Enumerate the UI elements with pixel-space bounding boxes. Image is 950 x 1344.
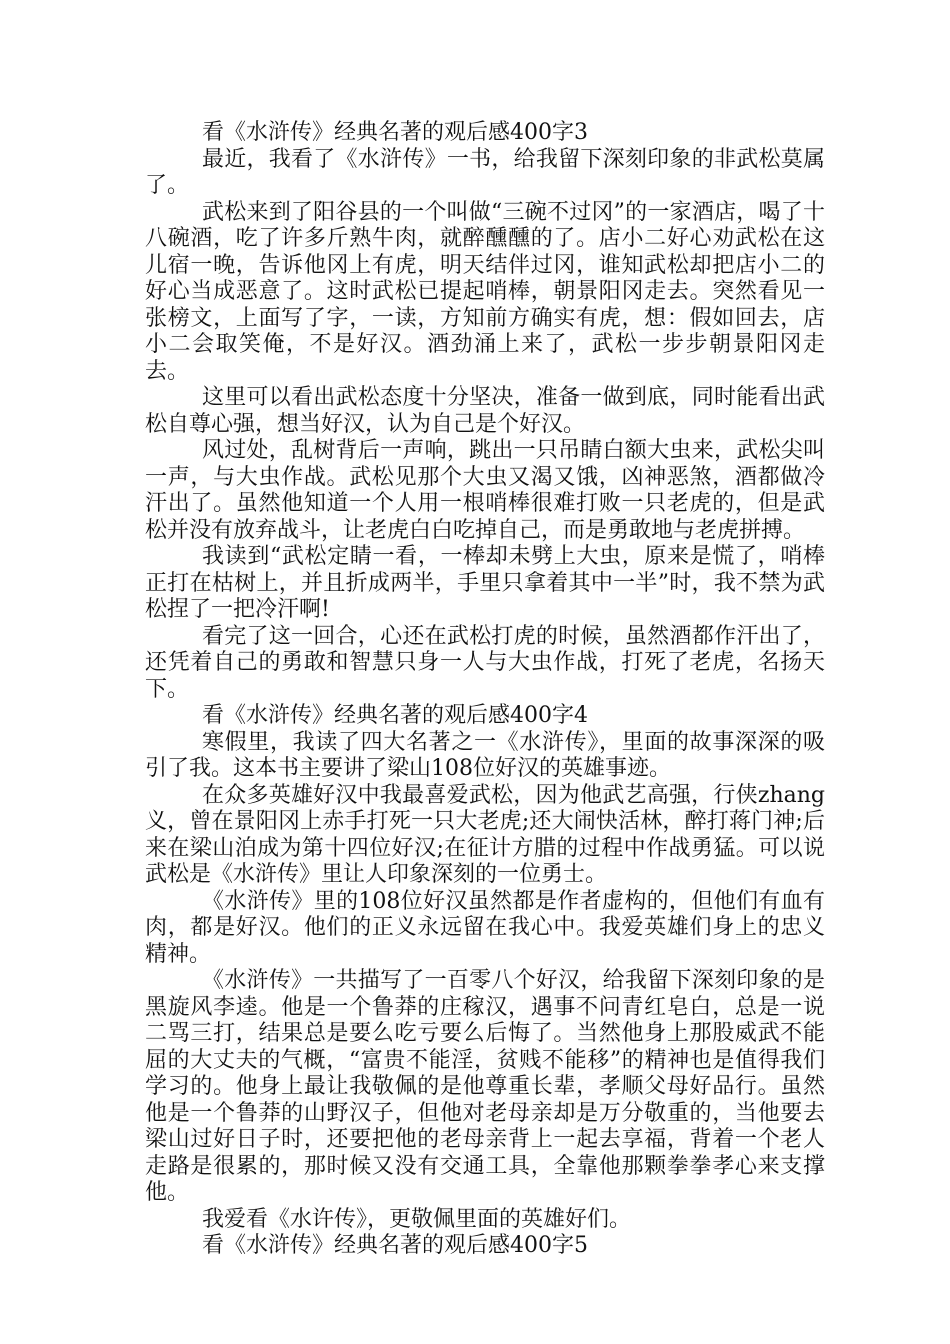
paragraph: 《水浒传》一共描写了一百零八个好汉，给我留下深刻印象的是黑旋风李逵。他是一个鲁莽的庄稼汉，遇事不问青红皂白，总是一说二骂三打，结果总是要么吃亏要么后悔了。当然他身上那股威武不能屈的大丈夫的气概，“富贵不能淫，贫贱不能移”的精神也是值得我们学习的。他身上最让我敬佩的是他尊重长辈，孝顺父母好品行。虽然他是一个鲁莽的山野汉子，但他对老母亲却是万分敬重的，当他要去梁山过好日子时，还要把他的老母亲背上一起去享福，背着一个老人走路是很累的，那时候又没有交通工具，全靠他那颗拳拳孝心来支撑他。 (145, 968, 825, 1205)
paragraph: 看完了这一回合，心还在武松打虎的时候，虽然酒都作汗出了，还凭着自己的勇敢和智慧只身一人与大虫作战，打死了老虎，名扬天下。 (145, 623, 825, 702)
paragraph: 风过处，乱树背后一声响，跳出一只吊睛白额大虫来，武松尖叫一声，与大虫作战。武松见那个大虫又渴又饿，凶神恶煞，酒都做冷汗出了。虽然他知道一个人用一根哨棒很难打败一只老虎的，但是武松并没有放弃战斗，让老虎白白吃掉自己，而是勇敢地与老虎拼搏。 (145, 438, 825, 543)
paragraph: 这里可以看出武松态度十分坚决，准备一做到底，同时能看出武松自尊心强，想当好汉，认为自己是个好汉。 (145, 385, 825, 437)
section-heading-5: 看《水浒传》经典名著的观后感400字5 (202, 1233, 588, 1258)
paragraph: 在众多英雄好汉中我最喜爱武松，因为他武艺高强，行侠zhang义，曾在景阳冈上赤手打死一只大老虎;还大闹快活林，醉打蒋门神;后来在梁山泊成为第十四位好汉;在征计方腊的过程中作战勇猛。可以说武松是《水浒传》里让人印象深刻的一位勇士。 (145, 782, 825, 887)
section-heading-4: 看《水浒传》经典名著的观后感400字4 (202, 703, 588, 728)
paragraph: 最近，我看了《水浒传》一书，给我留下深刻印象的非武松莫属了。 (145, 146, 825, 198)
paragraph: 《水浒传》里的108位好汉虽然都是作者虚构的，但他们有血有肉，都是好汉。他们的正义永远留在我心中。我爱英雄们身上的忠义精神。 (145, 888, 825, 967)
paragraph: 武松来到了阳谷县的一个叫做“三碗不过冈”的一家酒店，喝了十八碗酒，吃了许多斤熟牛肉，就醉醺醺的了。店小二好心劝武松在这儿宿一晚，告诉他冈上有虎，明天结伴过冈，谁知武松却把店小二的好心当成恶意了。这时武松已提起哨棒，朝景阳冈走去。突然看见一张榜文，上面写了字，一读，方知前方确实有虎，想：假如回去，店小二会取笑俺，不是好汉。酒劲涌上来了，武松一步步朝景阳冈走去。 (145, 199, 825, 384)
section-heading-3: 看《水浒传》经典名著的观后感400字3 (202, 120, 588, 145)
paragraph: 我爱看《水许传》，更敬佩里面的英雄好们。 (202, 1206, 632, 1232)
paragraph: 寒假里，我读了四大名著之一《水浒传》，里面的故事深深的吸引了我。这本书主要讲了梁山108位好汉的英雄事迹。 (145, 729, 825, 781)
paragraph: 我读到“武松定睛一看，一棒却未劈上大虫，原来是慌了，哨棒正打在枯树上，并且折成两半，手里只拿着其中一半”时，我不禁为武松捏了一把冷汗啊! (145, 544, 825, 622)
document-body (145, 120, 825, 1260)
